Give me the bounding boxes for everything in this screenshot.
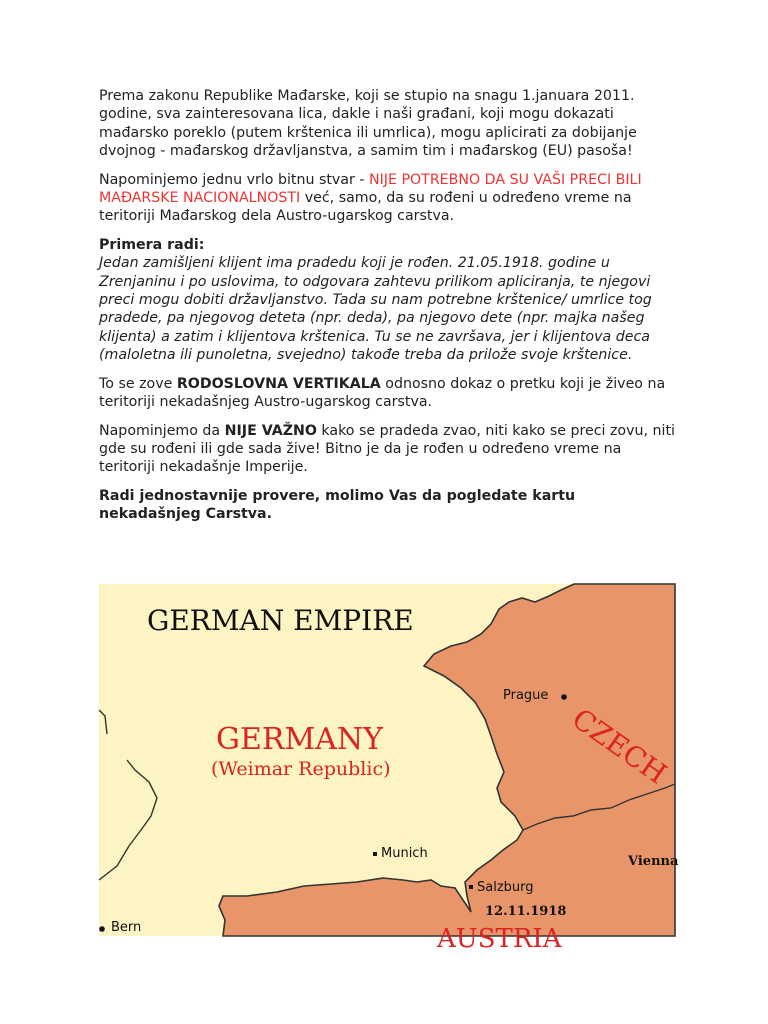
prague-dot: [561, 694, 567, 700]
salzburg-label: Salzburg: [477, 880, 534, 895]
notice-highlight: NIJE POTREBNO DA SU VAŠI PRECI BILI MAĐARSKE NACIONALNOSTI: [99, 171, 642, 207]
example-block: [99, 236, 679, 365]
vertical-term: RODOSLOVNA VERTIKALA: [176, 375, 381, 392]
historical-map: [99, 584, 679, 954]
importance-text-end: kako se pradeda zvao, niti kako se preci zovu, niti gde su rođeni ili gde sada žive! Bitno je da je rođen u određeno vreme na teritoriji nekadašnje Imperije.: [99, 422, 675, 476]
germany-label: GERMANY: [216, 722, 383, 757]
document-body: [99, 87, 679, 534]
notice-paragraph: [99, 171, 679, 226]
example-heading: Primera radi:: [99, 236, 205, 253]
vertical-text-end: odnosno dokaz o pretku koji je živeo na teritoriji nekadašnjeg Austro-ugarskog carstva.: [99, 375, 666, 411]
importance-term: NIJE VAŽNO: [224, 422, 317, 439]
weimar-label: (Weimar Republic): [211, 758, 391, 780]
munich-label: Munich: [381, 846, 428, 861]
german-empire-label: GERMAN EMPIRE: [147, 604, 414, 637]
bern-label: Bern: [111, 920, 142, 935]
vertical-paragraph: [99, 375, 679, 412]
notice-text-start: Napominjemo jednu vrlo bitnu stvar -: [99, 171, 369, 188]
salzburg-dot: [469, 885, 473, 889]
munich-dot: [373, 852, 377, 856]
importance-paragraph: [99, 422, 679, 477]
vienna-label: Vienna: [628, 854, 679, 869]
example-text: Jedan zamišljeni klijent ima pradedu koji je rođen. 21.05.1918. godine u Zrenjaninu i po uslovima, to odgovara zahtevu prilikom apliciranja, te njegovi preci mogu dobiti državljanstvo. Tada su nam potrebne krštenice/ umrlice tog pradede, pa njegovog deteta (npr. deda), pa njegovo dete (npr. majka našeg klijenta) a zatim i klijentova krštenica. Tu se ne završava, jer i klijentova deca (maloletna ili punoletna, svejedno) takođe treba da prilože svoje krštenice.: [99, 255, 652, 364]
prague-label: Prague: [503, 688, 549, 703]
map-intro-paragraph: Radi jednostavnije provere, molimo Vas da pogledate kartu nekadašnjeg Carstva.: [99, 487, 576, 523]
austria-label: AUSTRIA: [437, 924, 562, 954]
vertical-text-start: To se zove: [99, 375, 177, 392]
date-label: 12.11.1918: [485, 904, 567, 919]
notice-text-end: već, samo, da su rođeni u određeno vreme na teritoriji Mađarskog dela Austro-ugarskog carstva.: [99, 190, 632, 225]
importance-text-start: Napominjemo da: [99, 422, 225, 439]
intro-paragraph: Prema zakonu Republike Mađarske, koji se stupio na snagu 1.januara 2011. godine, sva zainteresovana lica, dakle i naši građani, koji mogu dokazati mađarsko poreklo (putem krštenica ili umrlica), mogu aplicirati za dobijanje dvojnog - mađarskog državljanstva, a samim tim i mađarskog (EU) pasoša!: [99, 88, 637, 160]
bern-dot: [99, 926, 105, 932]
czech-label: CZECH: [566, 702, 673, 791]
